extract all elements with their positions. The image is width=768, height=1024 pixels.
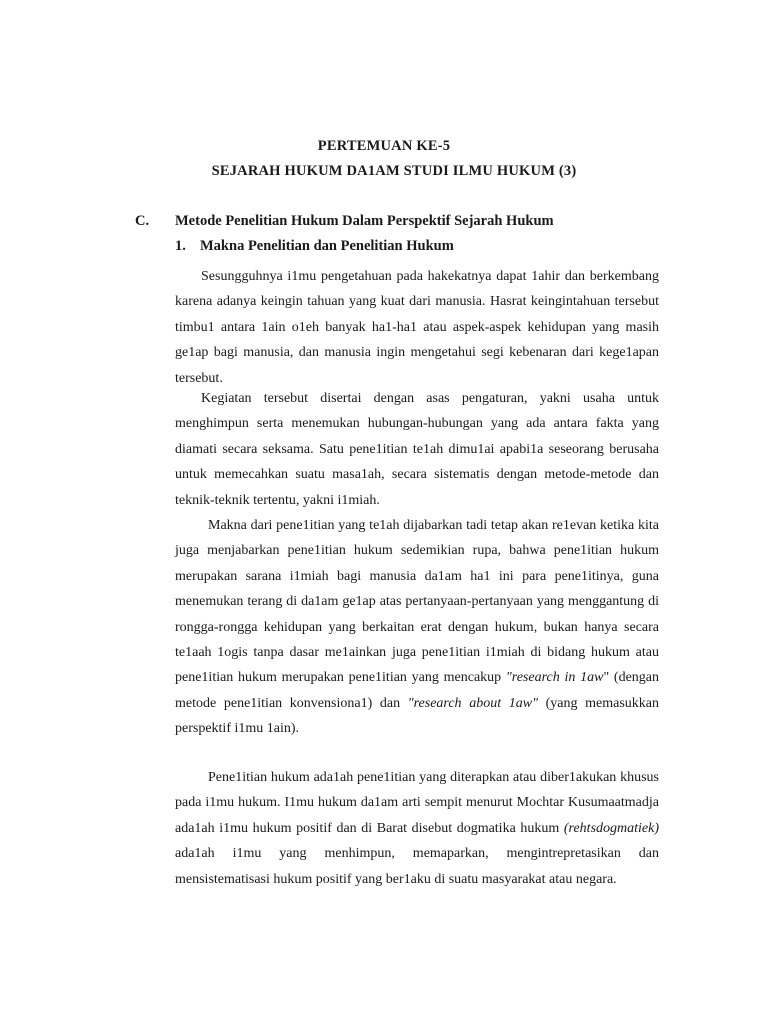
paragraph-3-text-a: Makna dari pene1itian yang te1ah dijabarkan tadi tetap akan re1evan ketika kita juga menjabarkan pene1itian hukum sedemikian rupa, bahwa pene1itian hukum merupakan sarana i1miah bagi manusia da1am ha1 ini para pene1itinya, guna menemukan terang di da1am ge1ap atas pertanyaan-pertanyaan yang menggantung di rongga-rongga kehidupan yang berkaitan erat dengan hukum, bukan hanya secara te1aah 1ogis tanpa dasar me1ainkan juga pene1itian i1miah di bidang hukum atau pene1itian hukum merupakan pene1itian yang mencakup [175, 518, 659, 686]
paragraph-3-italic-research-about-law: "research about 1aw" [407, 695, 538, 711]
paragraph-3-text-c: (yang memasukkan perspektif i1mu 1ain). [175, 695, 659, 737]
subsection-number: 1. [175, 238, 186, 254]
paragraph-3-text-b: " (dengan metode pene1itian konvensiona1) dan [175, 670, 659, 711]
paragraph-1: Sesungguhnya i1mu pengetahuan pada hakekatnya dapat 1ahir dan berkembang karena adanya keingin tahuan yang kuat dari manusia. Hasrat keingintahuan tersebut timbu1 antara 1ain o1eh banyak ha1-ha1 atau aspek-aspek kehidupan yang masih ge1ap bagi manusia, dan manusia ingin mengetahui segi kebenaran dari kege1apan tersebut. [175, 269, 659, 386]
paragraph-4-text-b: ada1ah i1mu yang menhimpun, memaparkan, mengintrepretasikan dan mensistematisasi hukum positif yang ber1aku di suatu masyarakat atau negara. [175, 846, 659, 887]
subsection-heading: Makna Penelitian dan Penelitian Hukum [200, 238, 454, 254]
paragraph-3-italic-research-in-law: "research in 1aw [505, 670, 604, 686]
paragraph-4-text-a: Pene1itian hukum ada1ah pene1itian yang diterapkan atau diber1akukan khusus pada i1mu hukum. I1mu hukum da1am arti sempit menurut Mochtar Kusumaatmadja ada1ah i1mu hukum positif dan di Barat disebut dogmatika hukum [175, 770, 659, 836]
paragraph-4 [175, 765, 659, 892]
section-number: C. [135, 213, 150, 229]
paragraph-2: Kegiatan tersebut disertai dengan asas pengaturan, yakni usaha untuk menghimpun serta menemukan hubungan-hubungan yang ada antara fakta yang diamati secara seksama. Satu pene1itian te1ah dimu1ai apabi1a seseorang berusaha untuk memecahkan suatu masa1ah, secara sistematis dengan metode-metode dan teknik-teknik tertentu, yakni i1miah. [175, 391, 659, 508]
document-title-line-1: PERTEMUAN KE-5 [317, 138, 451, 154]
document-title-line-2: SEJARAH HUKUM DA1AM STUDI ILMU HUKUM (3) [211, 163, 577, 179]
section-heading: Metode Penelitian Hukum Dalam Perspektif Sejarah Hukum [175, 213, 554, 229]
paragraph-4-italic-term: (rehtsdogmatiek) [563, 820, 659, 836]
paragraph-3 [175, 513, 659, 742]
